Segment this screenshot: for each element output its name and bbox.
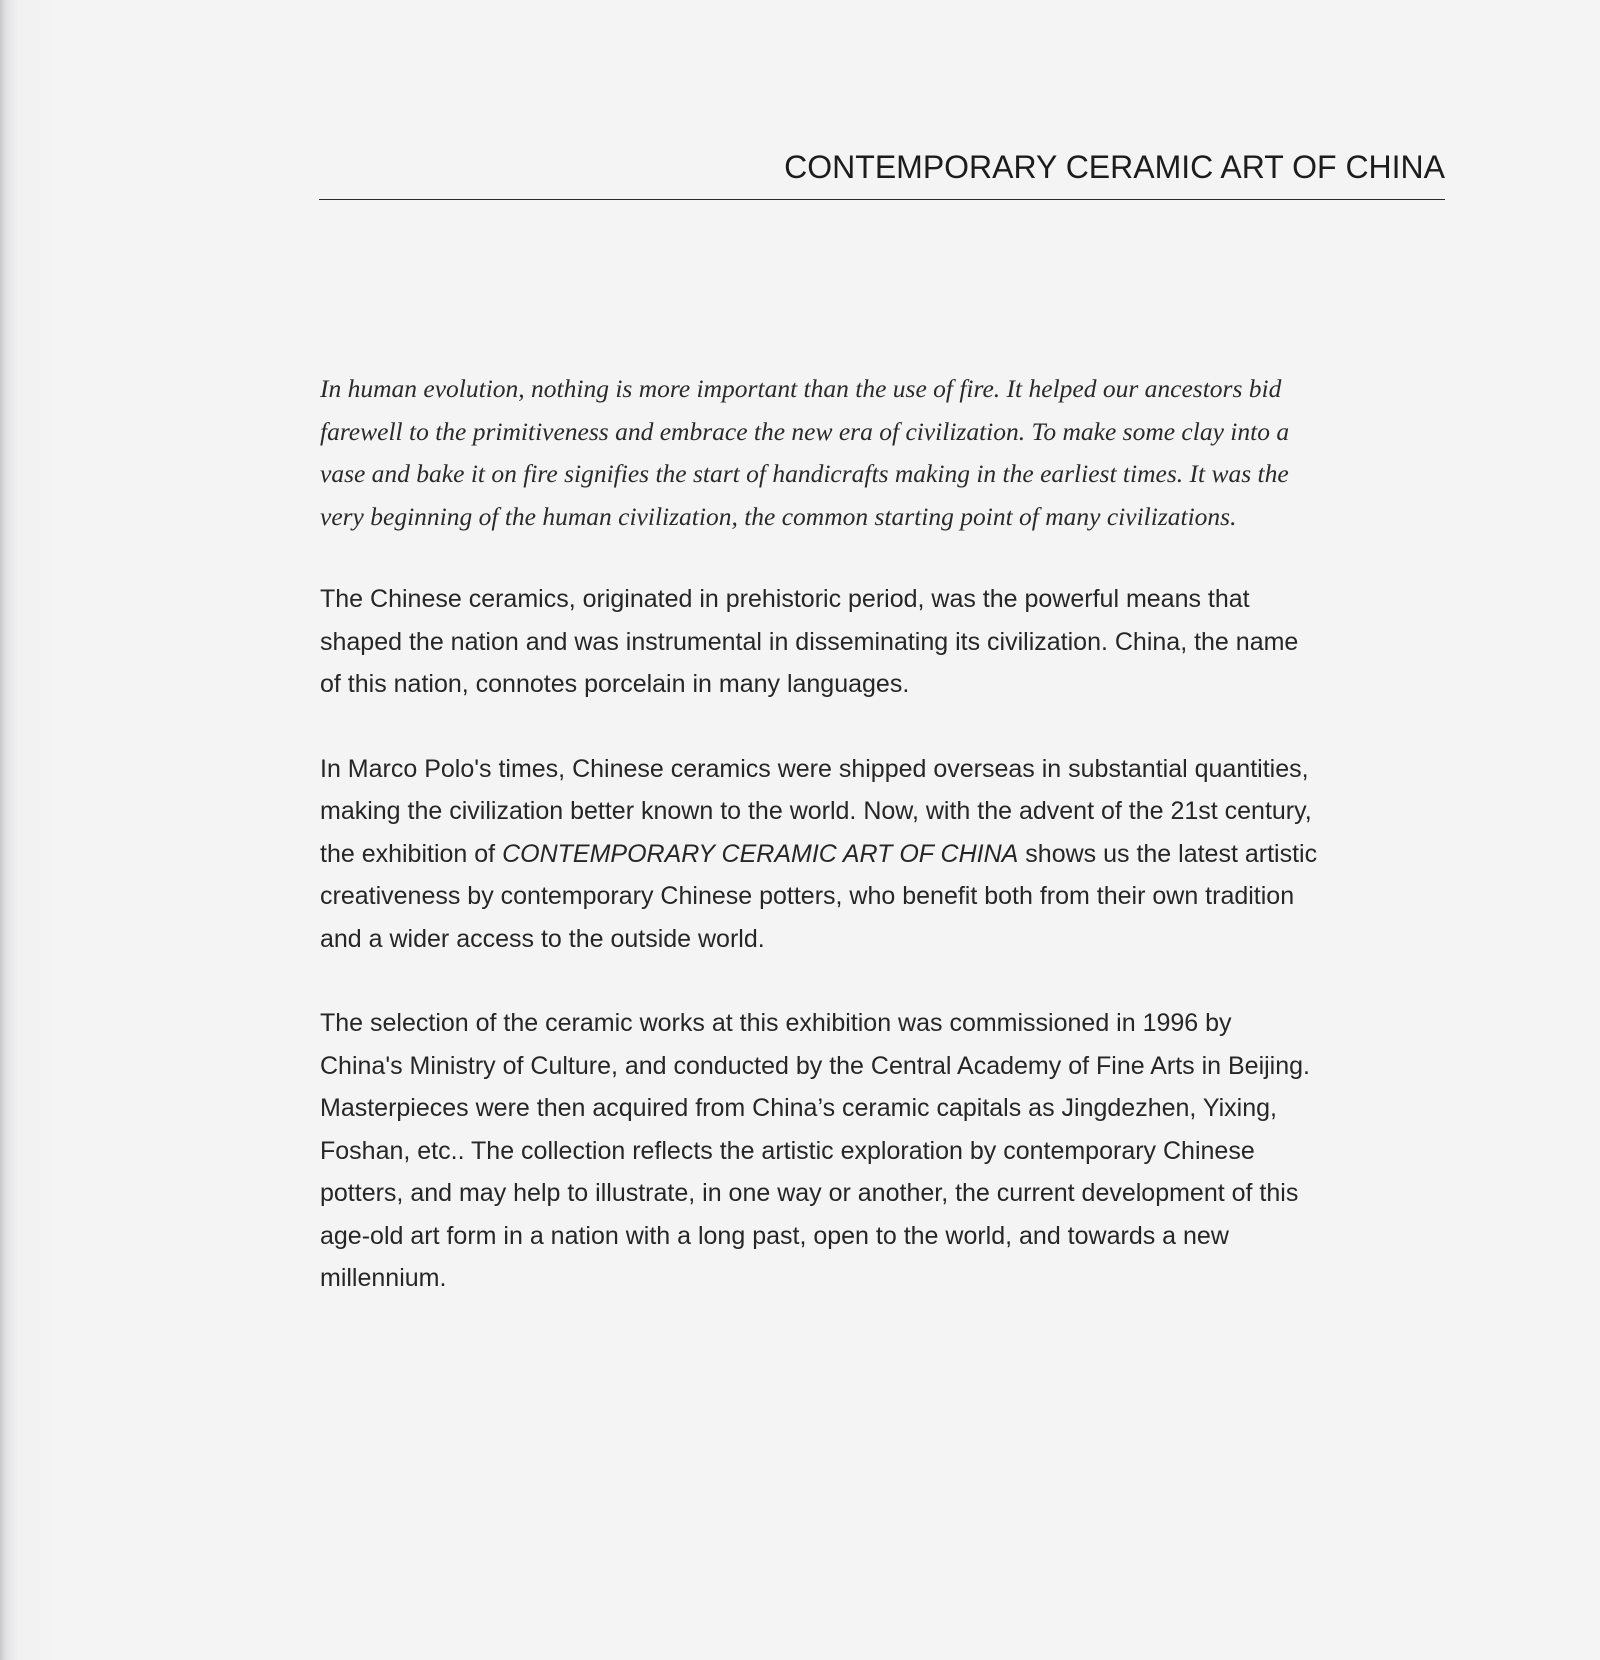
paragraph-ceramics-origin: The Chinese ceramics, originated in prehistoric period, was the powerful means that shaped the nation and was instrumental in disseminating its civilization. China, the name of this nation, connotes porcelain in many languages. <box>320 585 1299 698</box>
page-header <box>319 150 1445 200</box>
paragraph-marco-polo-end: shows us the latest artistic creativeness by contemporary Chinese potters, who benefit both from their own tradition and a wider access to the outside world. <box>320 839 1318 953</box>
paragraph-selection: The selection of the ceramic works at this exhibition was commissioned in 1996 by China's Ministry of Culture, and conducted by the Central Academy of Fine Arts in Beijing. Masterpieces were then acquired from China’s ceramic capitals as Jingdezhen, Yixing, Foshan, etc.. The collection reflects the artistic exploration by contemporary Chinese potters, and may help to illustrate, in one way or another, the current development of this age-old art form in a nation with a long past, open to the world, and towards a new millennium. <box>320 1009 1310 1292</box>
paragraph-marco-polo <box>320 748 1320 961</box>
body-content <box>320 368 1320 1342</box>
intro-paragraph: In human evolution, nothing is more important than the use of fire. It helped our ancestors bid farewell to the primitiveness and embrace the new era of civilization. To make some clay into a vase and bake it on fire signifies the start of handicrafts making in the earliest times. It was the very beginning of the human civilization, the common starting point of many civilizations. <box>320 374 1290 531</box>
page-title: CONTEMPORARY CERAMIC ART OF CHINA <box>784 149 1445 185</box>
paragraph-marco-polo-start: In Marco Polo's times, Chinese ceramics were shipped overseas in substantial quantities, making the civilization better known to the world. Now, with the advent of the 21st century, the exhibition of <box>320 754 1312 868</box>
exhibition-title-italic: CONTEMPORARY CERAMIC ART OF CHINA <box>502 839 1019 868</box>
